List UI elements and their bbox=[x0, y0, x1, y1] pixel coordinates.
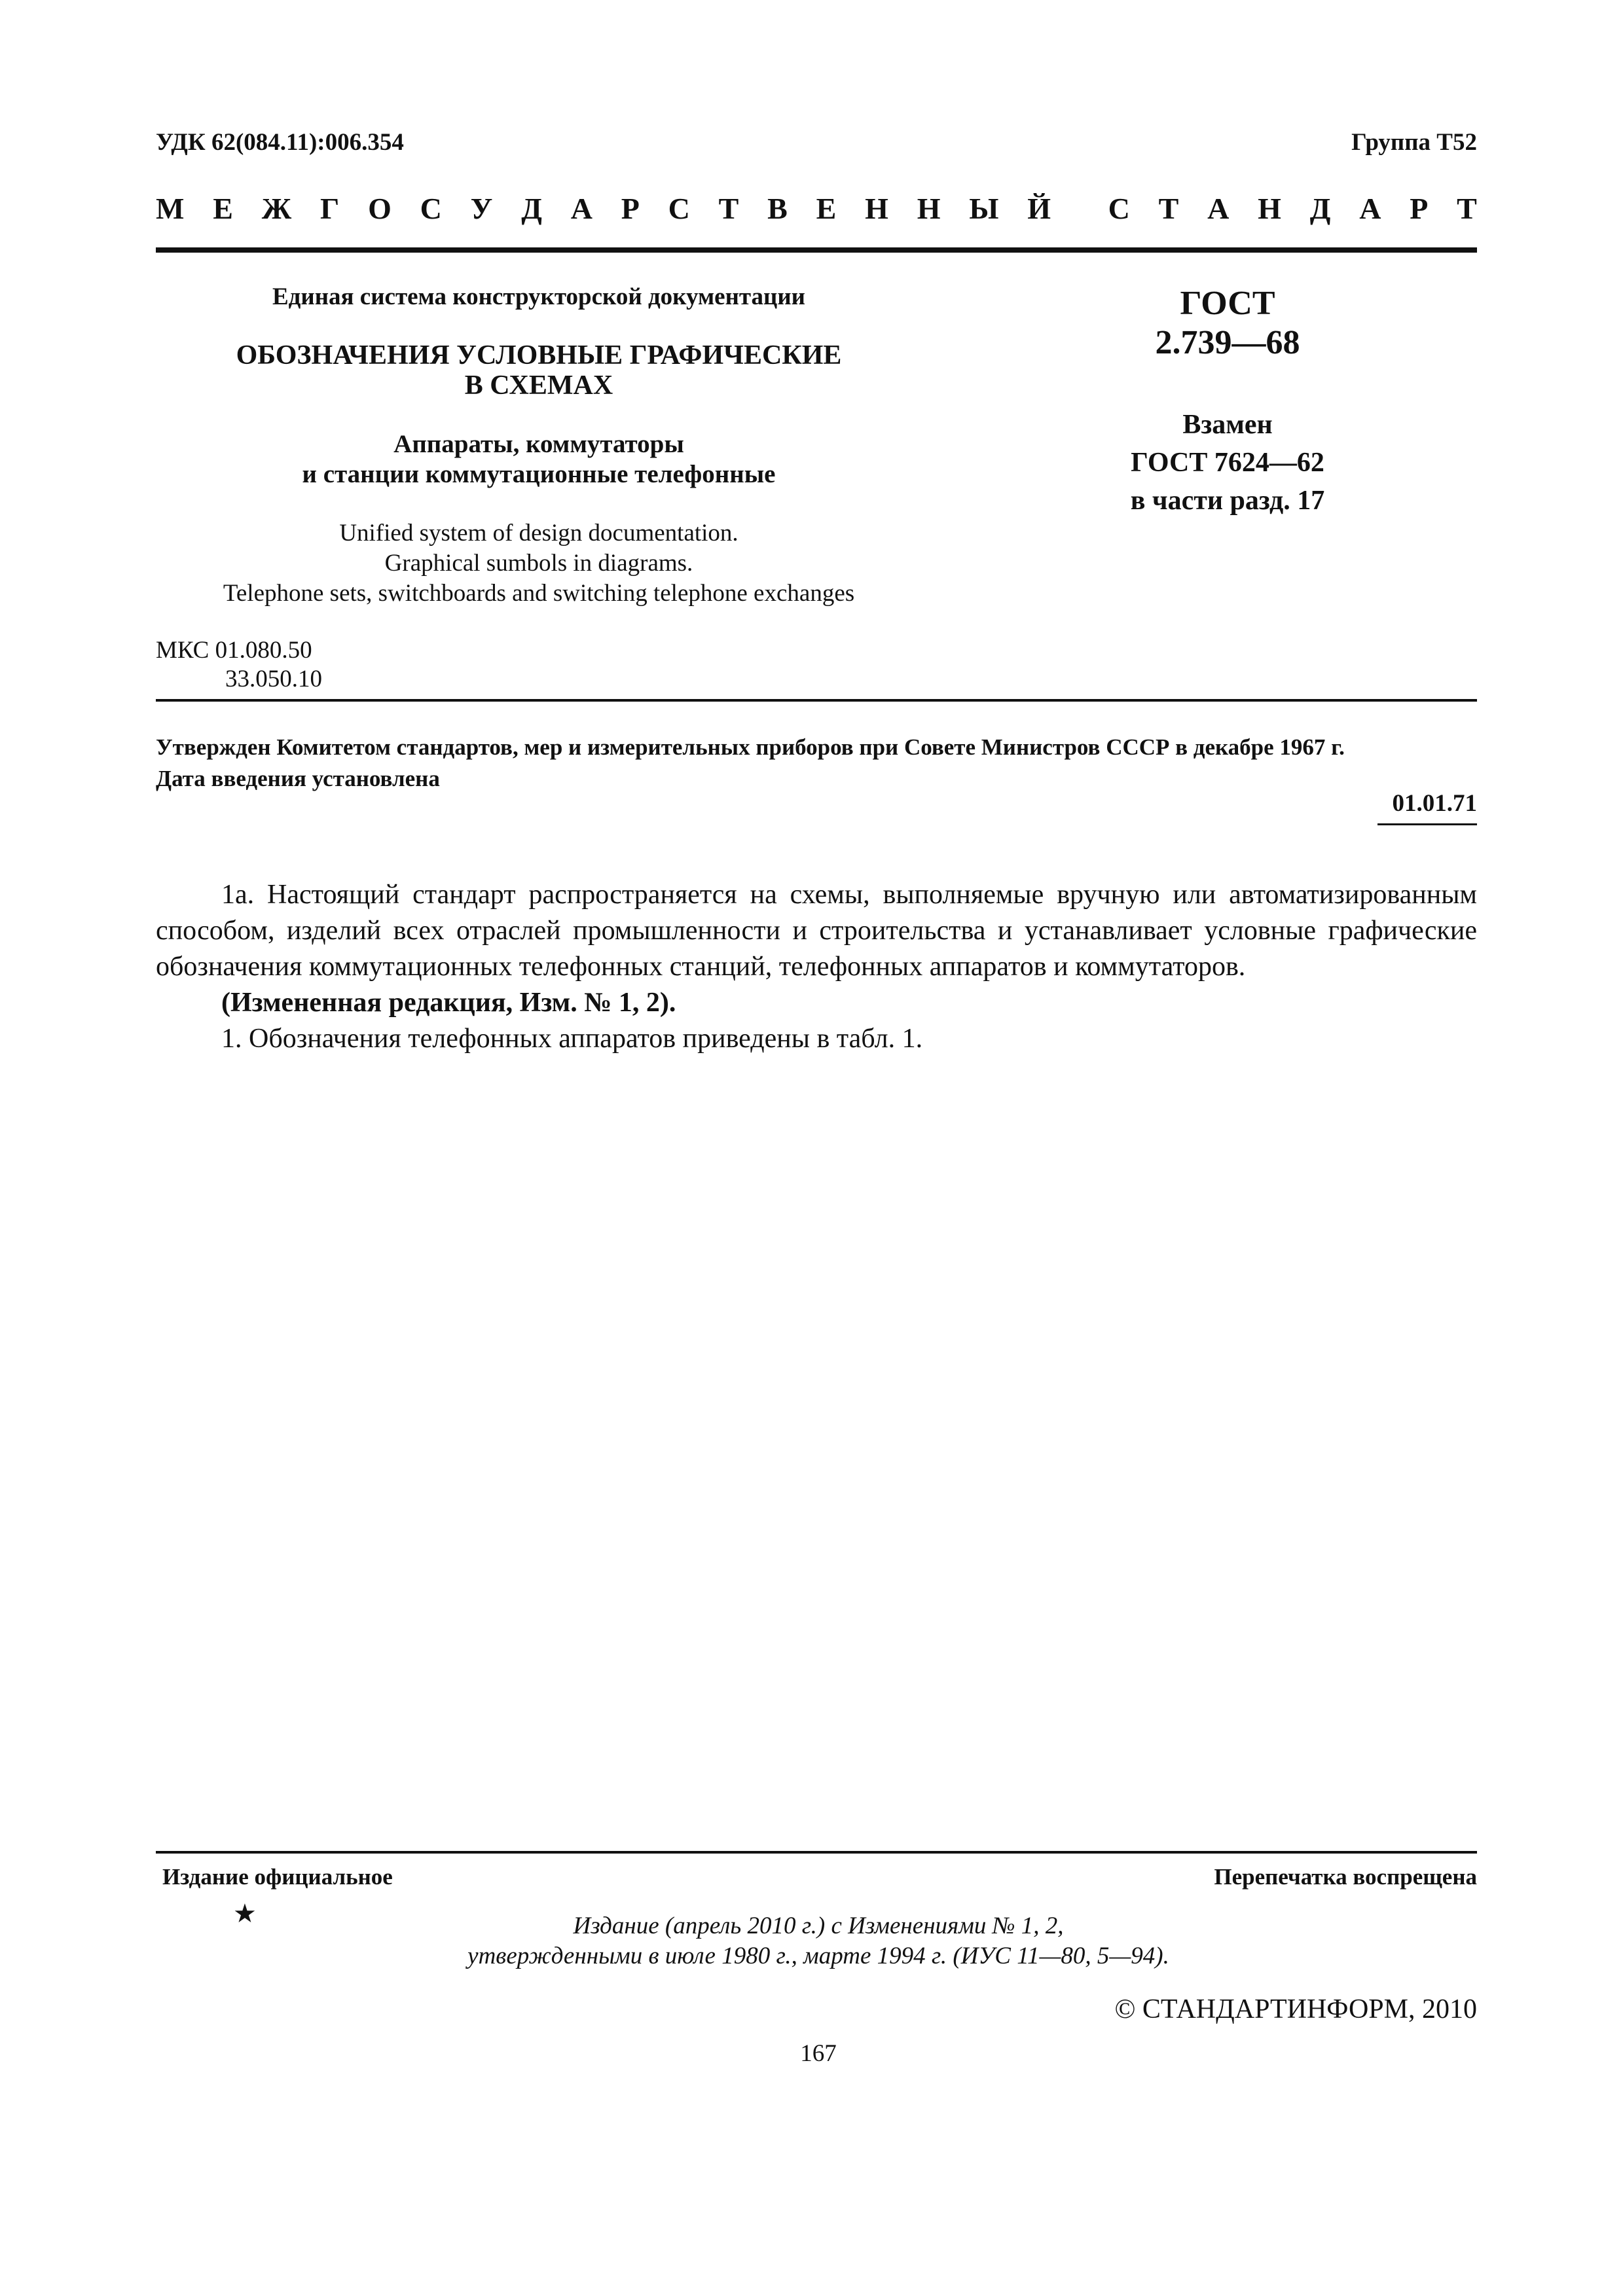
approval-block bbox=[156, 732, 1477, 795]
title-rule bbox=[156, 699, 1477, 702]
interstate-standard-heading bbox=[156, 191, 1477, 226]
heading-letter: О bbox=[368, 192, 392, 225]
replaces-label: Взамен bbox=[1182, 410, 1273, 440]
heading-letter: С bbox=[1108, 192, 1130, 225]
header-row bbox=[156, 128, 1477, 156]
page-number: 167 bbox=[800, 2040, 837, 2067]
footer-rule bbox=[156, 1851, 1477, 1854]
title-line-2: В СХЕМАХ bbox=[464, 370, 613, 401]
heading-letter: А bbox=[1207, 192, 1230, 225]
heading-letter: Е bbox=[816, 192, 837, 225]
heading-letter: Й bbox=[1027, 192, 1051, 225]
body-text bbox=[156, 877, 1477, 1057]
heading-letter: В bbox=[767, 192, 788, 225]
gost-label: ГОСТ bbox=[1180, 285, 1275, 322]
copyright: © СТАНДАРТИНФОРМ, 2010 bbox=[1114, 1994, 1477, 2024]
heading-letter: С bbox=[668, 192, 690, 225]
replaces-gost: ГОСТ 7624—62 bbox=[1131, 448, 1324, 478]
english-title bbox=[156, 518, 922, 609]
heading-letter: Т bbox=[1457, 192, 1477, 225]
heading-letter: Н bbox=[865, 192, 888, 225]
english-line-3: Telephone sets, switchboards and switching telephone exchanges bbox=[223, 580, 855, 607]
edition-line-1: Издание (апрель 2010 г.) с Изменениями № 1, 2, bbox=[573, 1912, 1064, 1939]
heading-letter: Е bbox=[213, 192, 233, 225]
heading-letter: Р bbox=[621, 192, 640, 225]
replaces-block bbox=[1087, 406, 1368, 520]
heading-letter: М bbox=[156, 192, 185, 225]
mks-codes bbox=[156, 636, 322, 694]
paragraph-telephone-sets: 1. Обозначения телефонных аппаратов приведены в табл. 1. bbox=[221, 1024, 923, 1054]
star-icon: ★ bbox=[233, 1899, 257, 1928]
paragraph-amendment: (Измененная редакция, Изм. № 1, 2). bbox=[221, 988, 676, 1018]
gost-number: 2.739—68 bbox=[1155, 324, 1300, 361]
edition-line-2: утвержденными в июле 1980 г., марте 1994 г. (ИУС 11—80, 5—94). bbox=[467, 1943, 1169, 1969]
heading-letter: Ы bbox=[969, 192, 999, 225]
approval-line-2: Дата введения установлена bbox=[156, 766, 440, 791]
heading-letter: У bbox=[470, 192, 493, 225]
heading-letter: А bbox=[1359, 192, 1381, 225]
english-line-1: Unified system of design documentation. bbox=[339, 520, 739, 547]
heading-letter: Т bbox=[1158, 192, 1179, 225]
heading-letter: Т bbox=[718, 192, 739, 225]
mks-line-2: 33.050.10 bbox=[225, 666, 322, 692]
introduction-date: 01.01.71 bbox=[1392, 790, 1477, 817]
english-line-2: Graphical sumbols in diagrams. bbox=[384, 550, 693, 577]
udk-code: УДК 62(084.11):006.354 bbox=[156, 129, 404, 156]
header-rule bbox=[156, 247, 1477, 253]
subtitle-line-2: и станции коммутационные телефонные bbox=[302, 460, 776, 488]
replaces-part: в части разд. 17 bbox=[1130, 486, 1325, 516]
title-line-1: ОБОЗНАЧЕНИЯ УСЛОВНЫЕ ГРАФИЧЕСКИЕ bbox=[236, 340, 842, 370]
official-edition: Издание официальное bbox=[162, 1864, 393, 1890]
gost-designation bbox=[1087, 284, 1368, 363]
subtitle-line-1: Аппараты, коммутаторы bbox=[393, 430, 684, 458]
reprint-prohibited: Перепечатка воспрещена bbox=[1214, 1864, 1477, 1890]
edition-note bbox=[327, 1911, 1309, 1971]
date-underline bbox=[1377, 823, 1477, 825]
approval-line-1: Утвержден Комитетом стандартов, мер и измерительных приборов при Совете Министров СССР в декабре 1967 г. bbox=[156, 734, 1345, 760]
heading-letter: Н bbox=[917, 192, 941, 225]
heading-letter: А bbox=[570, 192, 593, 225]
heading-letter: С bbox=[420, 192, 442, 225]
mks-line-1: МКС 01.080.50 bbox=[156, 637, 312, 664]
document-title bbox=[156, 340, 922, 401]
group-code: Группа Т52 bbox=[1351, 129, 1477, 156]
heading-letter: Ж bbox=[261, 192, 292, 225]
heading-letter: Д bbox=[521, 192, 542, 225]
heading-letter: Г bbox=[319, 192, 340, 225]
document-subtitle bbox=[156, 429, 922, 490]
heading-letter: Н bbox=[1258, 192, 1281, 225]
paragraph-scope: 1а. Настоящий стандарт распространяется на схемы, выполняемые вручную или автоматизированным способом, изделий всех отраслей промышленности и строительства и устанавливает условные графические обозначения коммутационных телефонных станций, телефонных аппаратов и коммутаторов. bbox=[156, 880, 1477, 982]
system-name: Единая система конструкторской документации bbox=[272, 283, 805, 310]
heading-letter: Р bbox=[1410, 192, 1429, 225]
heading-letter: Д bbox=[1309, 192, 1331, 225]
